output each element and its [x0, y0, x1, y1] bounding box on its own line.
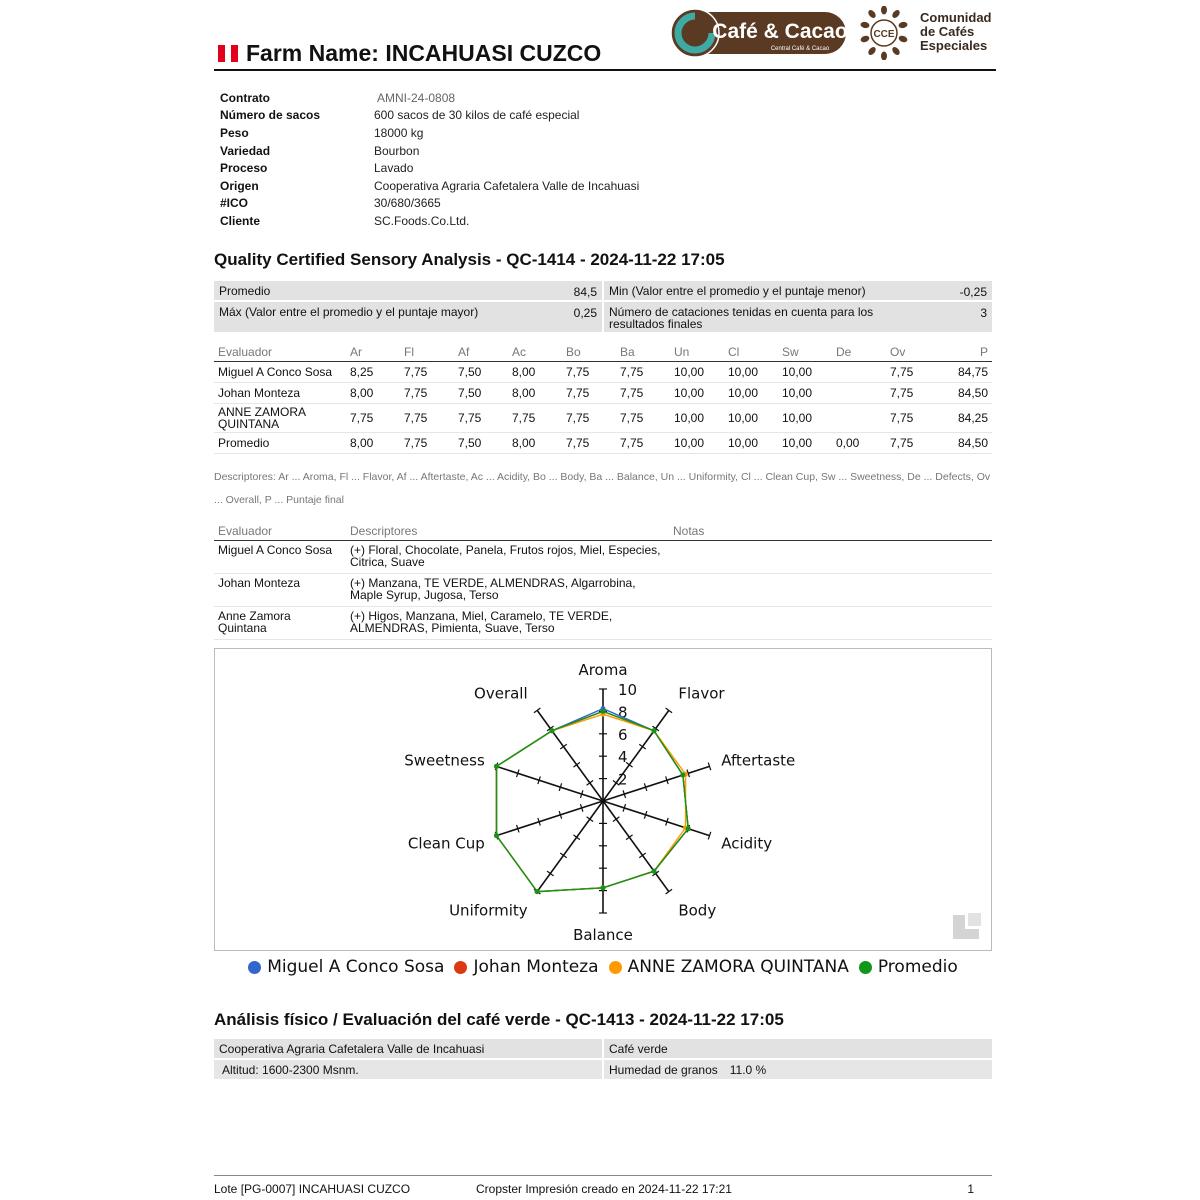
score-cell: 10,00 [724, 404, 778, 433]
info-row-cliente [220, 212, 639, 230]
evaluator-name: Miguel A Conco Sosa [214, 362, 346, 383]
radar-tick-mark [560, 744, 566, 749]
score-cell [832, 362, 886, 383]
score-cell: 7,75 [400, 383, 454, 404]
info-value: Cooperativa Agraria Cafetalera Valle de Incahuasi [374, 178, 640, 193]
radar-data-point [652, 869, 657, 874]
score-cell: 7,75 [616, 404, 670, 433]
radar-tick-label: 10 [618, 681, 638, 699]
physical-humidity [604, 1060, 992, 1079]
column-header: Fl [400, 343, 454, 362]
radar-axis-label: Aroma [578, 661, 628, 679]
info-label: Contrato [220, 90, 270, 105]
radar-axis-label: Body [678, 901, 717, 920]
info-row-contrato [220, 89, 639, 107]
column-header: Ov [886, 343, 940, 362]
summary-label: Máx (Valor entre el promedio y el puntaje mayor) [219, 305, 479, 319]
radar-axis-label: Aftertaste [721, 751, 796, 770]
flag-stripe-right [231, 45, 238, 62]
info-value: Lavado [374, 161, 414, 176]
info-label: Proceso [220, 161, 268, 176]
descriptor-list: (+) Manzana, TE VERDE, ALMENDRAS, Algarrobina, Maple Syrup, Jugosa, Terso [346, 574, 669, 607]
legend-dot-icon [859, 961, 872, 974]
score-cell [832, 383, 886, 404]
flag-stripe-middle [225, 45, 232, 62]
info-value: 30/680/3665 [374, 196, 441, 211]
radar-data-point [494, 833, 499, 838]
radar-chart [215, 649, 991, 950]
info-label: Origen [220, 178, 259, 193]
score-cell: 10,00 [724, 433, 778, 454]
legend-label: ANNE ZAMORA QUINTANA [627, 957, 849, 977]
radar-axis-label: Flavor [678, 684, 725, 703]
radar-data-point [549, 728, 554, 733]
info-value: Bourbon [374, 143, 420, 158]
physical-green-coffee: Café verde [604, 1039, 992, 1058]
flag-stripe-left [218, 45, 225, 62]
chart-legend [214, 957, 992, 977]
sensory-section-title: Quality Certified Sensory Analysis - QC-1414 - 2024-11-22 17:05 [214, 250, 725, 269]
summary-label: Min (Valor entre el promedio y el puntaje menor) [609, 284, 866, 298]
column-header: Evaluador [214, 522, 346, 541]
evaluator-name: Johan Monteza [214, 383, 346, 404]
radar-tick-label: 4 [618, 748, 628, 767]
score-cell: 10,00 [670, 433, 724, 454]
summary-min [604, 281, 992, 300]
radar-tick-mark [626, 835, 632, 840]
summary-promedio [214, 281, 602, 300]
radar-tick-mark [587, 781, 593, 786]
evaluator-name: ANNE ZAMORA QUINTANA [214, 404, 346, 433]
table-row [214, 574, 992, 607]
radar-data-point [535, 889, 540, 894]
radar-data-point [494, 764, 499, 769]
score-cell: 10,00 [724, 362, 778, 383]
descriptor-list: (+) Floral, Chocolate, Panela, Frutos rojos, Miel, Especies, Citrica, Suave [346, 541, 669, 574]
radar-axis-label: Sweetness [404, 751, 485, 770]
descriptors-header-row [214, 522, 992, 541]
radar-axis-label: Balance [573, 926, 633, 944]
table-row [214, 383, 992, 404]
score-cell: 84,50 [940, 433, 992, 454]
radar-tick-mark [666, 708, 672, 713]
footer-divider [214, 1175, 992, 1176]
summary-value: 0,25 [573, 306, 597, 320]
radar-axis-line [496, 801, 603, 836]
legend-label: Promedio [877, 957, 958, 977]
summary-value: 84,5 [573, 285, 597, 299]
score-cell: 7,75 [886, 433, 940, 454]
info-row-ico [220, 195, 639, 213]
score-cell: 8,00 [346, 433, 400, 454]
score-cell: 10,00 [778, 383, 832, 404]
descriptor-legend: Descriptores: Ar ... Aroma, Fl ... Flavor, Af ... Aftertaste, Ac ... Acidity, Bo ... Body, Ba ... Balance, Un ... Uniformity, Cl ... Clean Cup, Sw ... Sweetness, De ... Defects, Ov ... Overall, P ... Puntaje final [214, 471, 991, 506]
farm-info [220, 89, 639, 230]
physical-data-row [214, 1060, 992, 1079]
radar-data-point [686, 826, 691, 831]
score-cell: 0,00 [832, 433, 886, 454]
sensory-summary [214, 281, 992, 334]
radar-axis-line [496, 766, 603, 801]
radar-tick-mark [560, 853, 566, 858]
score-cell: 10,00 [670, 362, 724, 383]
score-cell: 10,00 [670, 383, 724, 404]
score-cell: 8,00 [508, 362, 562, 383]
radar-tick-mark [587, 817, 593, 822]
score-cell: 84,25 [940, 404, 992, 433]
column-header: Ar [346, 343, 400, 362]
scores-body [214, 362, 992, 454]
score-cell: 7,75 [400, 404, 454, 433]
radar-tick-mark [573, 762, 579, 767]
radar-tick-mark [573, 835, 579, 840]
score-cell: 7,75 [400, 433, 454, 454]
logo-sub-text: Central Café & Cacao [770, 46, 830, 52]
score-cell: 7,50 [454, 383, 508, 404]
summary-row [214, 302, 992, 332]
info-label: Variedad [220, 143, 271, 158]
cropster-watermark-icon [968, 913, 981, 926]
radar-axis-label: Uniformity [449, 901, 528, 920]
column-header: Af [454, 343, 508, 362]
score-cell: 7,50 [454, 433, 508, 454]
cce-badge-text: CCE [873, 29, 895, 40]
notes [669, 541, 992, 574]
score-cell: 7,50 [454, 362, 508, 383]
radar-axis-line [603, 801, 669, 892]
score-cell: 8,00 [508, 433, 562, 454]
cce-logo [858, 6, 998, 60]
summary-value: -0,25 [959, 285, 987, 299]
score-cell: 10,00 [670, 404, 724, 433]
score-cell: 7,75 [886, 383, 940, 404]
radar-axis-label: Acidity [721, 834, 773, 853]
radar-tick-mark [613, 817, 619, 822]
radar-tick-mark [639, 853, 645, 858]
radar-tick-mark [639, 744, 645, 749]
legend-item [454, 957, 598, 977]
info-row-variedad [220, 142, 639, 160]
score-cell: 7,75 [562, 433, 616, 454]
footer-lote: Lote [PG-0007] INCAHUASI CUZCO [214, 1182, 411, 1196]
summary-value: 3 [980, 306, 987, 320]
score-cell: 8,00 [346, 383, 400, 404]
radar-tick-label: 6 [618, 725, 628, 744]
radar-series-line [496, 711, 688, 891]
table-row [214, 607, 992, 640]
evaluator-name: Johan Monteza [214, 574, 346, 607]
score-cell: 7,75 [562, 362, 616, 383]
scores-table [214, 343, 992, 454]
logo-main-text: Café & Cacao [712, 20, 848, 43]
legend-label: Johan Monteza [473, 957, 599, 977]
notes [669, 574, 992, 607]
info-row-sacos [220, 107, 639, 125]
summary-label: Número de cataciones tenidas en cuenta para los resultados finales [609, 305, 874, 331]
legend-item [248, 957, 444, 977]
physical-altitude [214, 1060, 602, 1079]
score-cell: 7,75 [616, 383, 670, 404]
physical-table [214, 1039, 992, 1081]
score-cell: 8,25 [346, 362, 400, 383]
header-divider [214, 69, 996, 71]
table-row [214, 541, 992, 574]
score-cell: 7,75 [508, 404, 562, 433]
evaluator-name: Miguel A Conco Sosa [214, 541, 346, 574]
radar-data-point [652, 728, 657, 733]
radar-tick-mark [534, 708, 540, 713]
physical-section-title: Análisis físico / Evaluación del café verde - QC-1413 - 2024-11-22 17:05 [214, 1010, 784, 1029]
column-header: Evaluador [214, 343, 346, 362]
column-header: Descriptores [346, 522, 669, 541]
radar-chart-frame [214, 648, 992, 951]
column-header: Ba [616, 343, 670, 362]
column-header: Un [670, 343, 724, 362]
cce-line-1: Comunidad [920, 10, 992, 25]
column-header: Bo [562, 343, 616, 362]
info-row-proceso [220, 159, 639, 177]
score-cell: 10,00 [778, 433, 832, 454]
radar-data-point [680, 773, 685, 778]
evaluator-name: Anne Zamora Quintana [214, 607, 346, 640]
page-number: 1 [967, 1182, 974, 1196]
score-cell: 10,00 [778, 404, 832, 433]
score-cell: 7,75 [562, 404, 616, 433]
column-header: P [940, 343, 992, 362]
legend-dot-icon [609, 961, 622, 974]
altitude-value: Altitud: 1600-2300 Msnm. [222, 1062, 359, 1077]
summary-count [604, 302, 992, 332]
radar-tick-label: 8 [618, 703, 628, 722]
physical-cooperative: Cooperativa Agraria Cafetalera Valle de Incahuasi [214, 1039, 602, 1058]
info-row-origen [220, 177, 639, 195]
summary-label: Promedio [219, 284, 271, 298]
table-row [214, 362, 992, 383]
score-cell: 10,00 [778, 362, 832, 383]
legend-label: Miguel A Conco Sosa [267, 957, 445, 977]
scores-header-row [214, 343, 992, 362]
summary-row [214, 281, 992, 300]
legend-dot-icon [248, 961, 261, 974]
info-label: Número de sacos [220, 108, 321, 123]
notes [669, 607, 992, 640]
info-value: 18000 kg [374, 125, 424, 140]
radar-axis-label: Clean Cup [407, 834, 485, 853]
radar-series-line [496, 714, 685, 891]
column-header: Cl [724, 343, 778, 362]
descriptors-table [214, 522, 992, 640]
score-cell [832, 404, 886, 433]
info-value: SC.Foods.Co.Ltd. [374, 213, 470, 228]
legend-item [609, 957, 849, 977]
score-cell: 10,00 [724, 383, 778, 404]
score-cell: 7,75 [454, 404, 508, 433]
evaluator-name: Promedio [214, 433, 346, 454]
score-cell: 7,75 [616, 362, 670, 383]
radar-axis-line [603, 801, 710, 836]
summary-max [214, 302, 602, 332]
info-value: AMNI-24-0808 [377, 90, 456, 105]
score-cell: 8,00 [508, 383, 562, 404]
score-cell: 7,75 [616, 433, 670, 454]
info-row-peso [220, 124, 639, 142]
score-cell: 7,75 [346, 404, 400, 433]
radar-axis-label: Overall [474, 684, 528, 703]
info-label: Cliente [220, 213, 261, 228]
cce-line-3: Especiales [920, 38, 988, 53]
legend-dot-icon [454, 961, 467, 974]
legend-item [859, 957, 958, 977]
score-cell: 7,75 [562, 383, 616, 404]
score-cell: 7,75 [400, 362, 454, 383]
table-row [214, 433, 992, 454]
cafe-cacao-logo [670, 8, 848, 58]
info-value: 600 sacos de 30 kilos de café especial [374, 108, 580, 123]
descriptor-list: (+) Higos, Manzana, Miel, Caramelo, TE VERDE, ALMENDRAS, Pimienta, Suave, Terso [346, 607, 669, 640]
cce-line-2: de Cafés [920, 24, 975, 39]
column-header: Sw [778, 343, 832, 362]
radar-tick-mark [547, 871, 553, 876]
physical-header-row [214, 1039, 992, 1058]
page-title: Farm Name: INCAHUASI CUZCO [246, 40, 602, 66]
column-header: Notas [669, 522, 992, 541]
radar-data-point [601, 885, 606, 890]
score-cell: 7,75 [886, 404, 940, 433]
score-cell: 7,75 [886, 362, 940, 383]
radar-axis-line [537, 801, 603, 892]
info-label: #ICO [220, 196, 249, 211]
score-cell: 84,75 [940, 362, 992, 383]
humidity-label: Humedad de granos [609, 1062, 718, 1077]
footer-printed: Cropster Impresión creado en 2024-11-22 17:21 [476, 1182, 732, 1196]
column-header: De [832, 343, 886, 362]
peru-flag-icon [218, 45, 238, 62]
table-row [214, 404, 992, 433]
info-label: Peso [220, 125, 249, 140]
score-cell: 84,50 [940, 383, 992, 404]
radar-data-point [601, 709, 606, 714]
radar-tick-label: 2 [618, 770, 628, 789]
column-header: Ac [508, 343, 562, 362]
humidity-value: 11.0 % [729, 1062, 767, 1077]
radar-tick-mark [666, 889, 672, 894]
